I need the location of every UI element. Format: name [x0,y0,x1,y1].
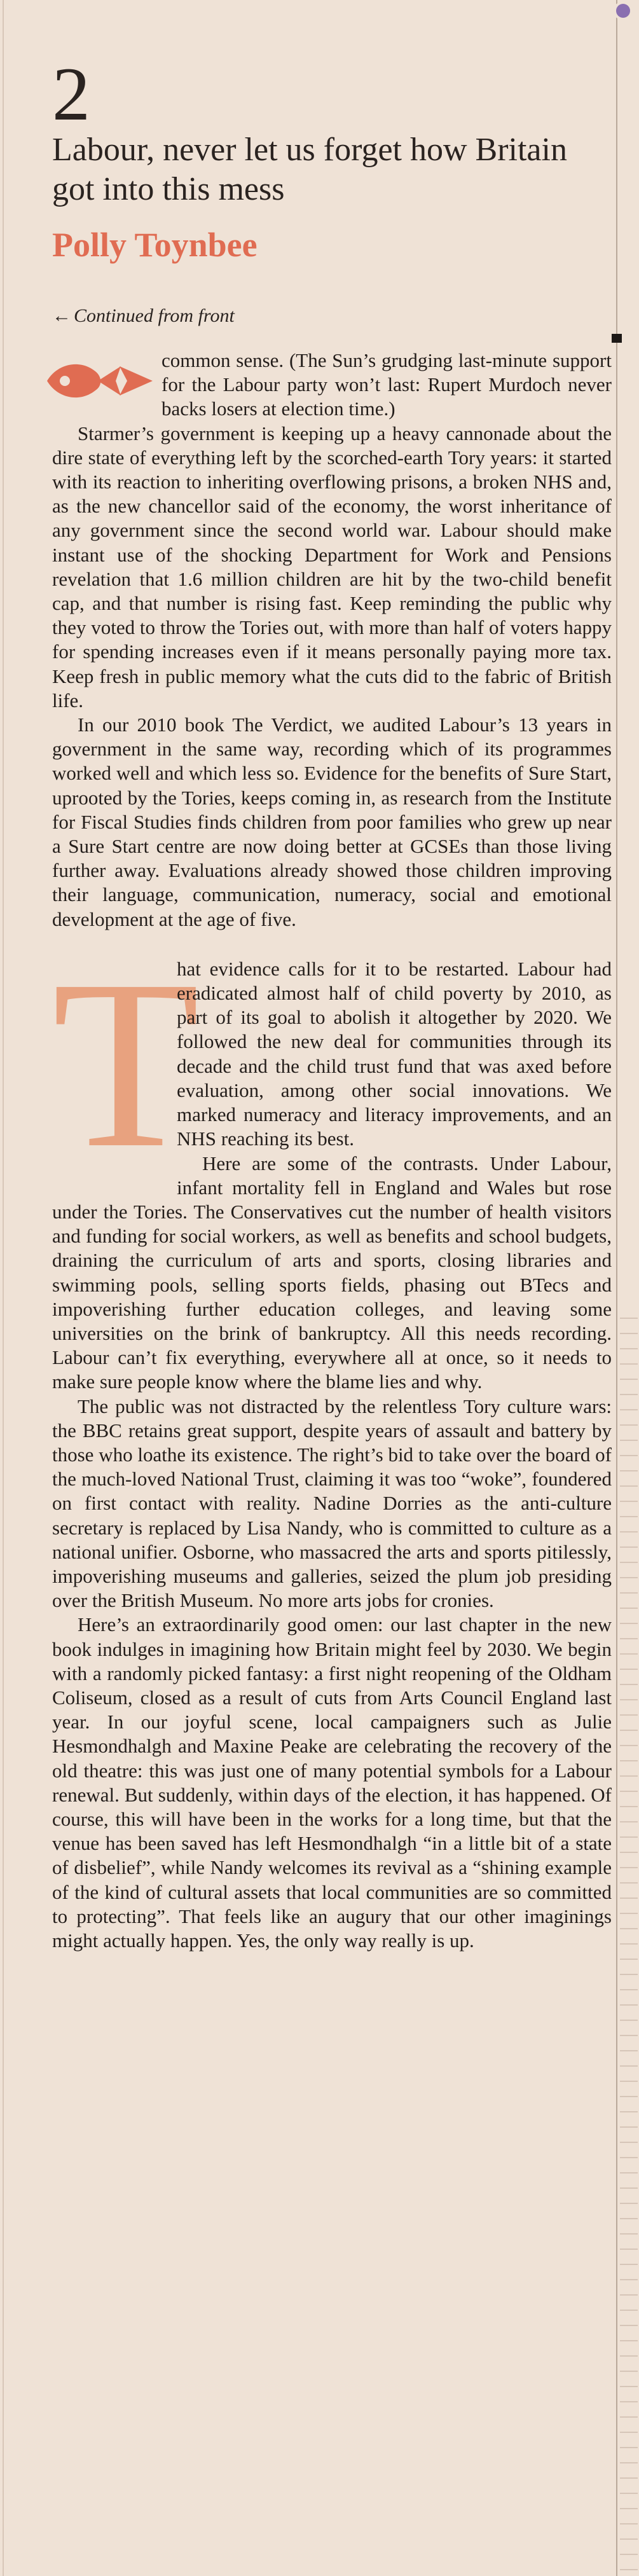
headline: Labour, never let us forget how Britain got into this mess [52,132,567,207]
right-column-rule [616,0,617,2576]
arrow-left-icon: ← [52,305,71,326]
section-break-symbol-icon [45,352,159,410]
adjacent-column-edge [620,1304,638,2575]
paragraph-2: Starmer’s government is keeping up a heavy cannonade about the dire state of everything left by the scorched-earth Tory years: it started with its reaction to inheriting overflowing prisons, a broken NHS and, as the new chancellor said of the economy, the worst inheritance of any government since the second world war. Labour should make instant use of the shocking Department for Work and Pensions revelation that 1.6 million children are hit by the two-child benefit cap, and that number is rising fast. Keep reminding the public why they voted to throw the Tories out, with more than half of voters happy for spending increases even if it means personally paying more tax. Keep fresh in public memory what the cuts did to the fabric of British life. [52,422,612,712]
paragraph-5: Here are some of the contrasts. Under Labour, infant mortality fell in England and Wales but rose under the Tories. The Conservatives cut the number of health visitors and funding for social workers, as well as benefits and school budgets, draining the curriculum of arts and sports, closing libraries and swimming pools, selling sports fields, phasing out BTecs and impoverishing further education colleges, and leaving some universities on the brink of bankruptcy. All this needs recording. Labour can’t fix everything, everywhere all at once, so it needs to make sure people know where the blame lies and why. [52,1152,612,1393]
drop-cap-letter: T [52,930,200,1198]
byline: Polly Toynbee [52,226,258,264]
continued-label: Continued from front [74,305,235,326]
left-margin-rule [3,0,4,2576]
article-body [52,348,612,1953]
continued-from-front [52,305,235,327]
page-number: 2 [52,52,90,136]
paragraph-1: common sense. (The Sun’s grudging last-minute support for the Labour party won’t last: Rupert Murdoch never backs losers at election time.) [161,349,612,420]
paragraph-7: Here’s an extraordinarily good omen: our last chapter in the new book indulges in imagining how Britain might feel by 2030. We begin with a randomly picked fantasy: a first night reopening of the Oldham Coliseum, closed as a result of cuts from Arts Council England last year. In our joyful scene, local campaigners such as Julie Hesmondhalgh and Maxine Peake are celebrating the recovery of the old theatre: this was just one of many potential symbols for a Labour renewal. But suddenly, within days of the election, it has happened. Of course, this will have been in the works for a long time, but that the venue has been saved has left Hesmondhalgh “in a little bit of a state of disbelief”, while Nandy welcomes its revival as a “shining example of the kind of cultural assets that local communities are so committed to protecting”. That feels like an augury that our other imaginings might actually happen. Yes, the only way really is up. [52,1613,612,1952]
paragraph-6: The public was not distracted by the relentless Tory culture wars: the BBC retains great support, despite years of assault and battery by those who loathe its existence. The right’s bid to take over the board of the much-loved National Trust, claiming it was too “woke”, foundered on first contact with reality. Nadine Dorries as the anti-culture secretary is replaced by Lisa Nandy, who is committed to culture as a national unifier. Osborne, who massacred the arts and sports pitilessly, impoverishing museums and galleries, seized the plum job presiding over the British Museum. No more arts jobs for cronies. [52,1395,612,1612]
column-marker [612,334,622,343]
pin-icon [616,4,630,18]
paragraph-3: In our 2010 book The Verdict, we audited Labour’s 13 years in government in the same way, recording which of its programmes worked well and which less so. Evidence for the benefits of Sure Start, uprooted by the Tories, keeps coming in, as research from the Institute for Fiscal Studies finds children from poor families who grew up near a Sure Start centre are now doing better at GCSEs than those living further away. Evaluations already showed those children improving their language, communication, numeracy, social and emotional development at the age of five. [52,713,612,930]
drop-cap [52,930,200,1198]
paragraph-4: hat evidence calls for it to be restarted. Labour had eradicated almost half of child poverty by 2010, as part of its goal to abolish it altogether by 2020. We followed the new deal for communities through its decade and the child trust fund that was axed before evaluation, among other social innovations. We marked numeracy and literacy improvements, and an NHS reaching its best. [177,957,612,1150]
